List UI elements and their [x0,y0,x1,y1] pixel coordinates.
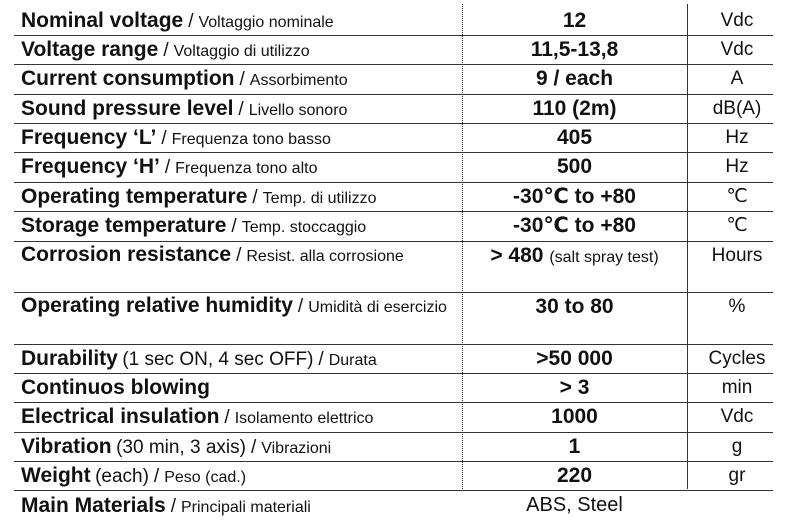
spec-unit: ℃ [726,186,748,207]
spec-value: 110 (2m) [532,97,617,120]
row-divider [14,461,773,462]
spec-unit: g [731,436,743,457]
spec-label-en: Durability [21,347,118,370]
spec-label-it: Assorbimento [249,72,348,89]
spec-label [21,375,452,402]
spec-value [462,243,687,270]
spec-value: 405 [556,126,593,149]
label-separator: / [224,407,230,428]
row-divider [14,152,773,153]
spec-label-it: Voltaggio nominale [198,14,334,31]
spec-unit: Hz [725,127,749,148]
label-separator: / [252,187,258,208]
row-divider [14,123,773,124]
row-divider [14,432,773,433]
label-separator: / [164,157,171,178]
spec-label-en: Electrical insulation [21,405,220,428]
spec-label-it: Frequenza tono alto [175,160,318,177]
spec-label [21,404,452,431]
spec-unit: Vdc [720,39,754,60]
spec-unit: Hours [711,245,763,266]
spec-value: 500 [556,155,593,178]
row-divider [14,490,773,491]
spec-label-en: Continuos blowing [21,376,210,399]
spec-label [21,8,452,35]
spec-label [21,243,452,269]
row-divider [14,182,773,183]
spec-unit: % [728,296,746,317]
spec-unit: gr [728,465,746,486]
spec-value: 11,5-13,8 [530,38,619,61]
spec-unit: Hz [725,156,749,177]
label-separator: / [238,99,244,120]
row-divider [14,292,773,293]
spec-value: > 3 [559,376,590,399]
spec-label-en: Current consumption [21,67,235,90]
spec-unit: dB(A) [712,98,762,119]
spec-value-main: > 480 [490,244,544,267]
spec-value: >50 000 [536,347,613,370]
spec-label-en: Operating temperature [21,185,248,208]
spec-label-it: Principali materiali [181,499,311,516]
spec-value: ABS, Steel [526,494,623,516]
spec-label-en: Operating relative humidity [21,294,293,317]
label-separator: / [236,245,242,266]
spec-label-en: Frequency ‘H’ [21,155,160,178]
spec-label-it: Temp. stoccaggio [241,219,367,236]
spec-value: -30℃ to +80 [513,185,636,208]
spec-label-it: Resist. alla corrosione [246,248,404,265]
spec-label-en: Main Materials [21,494,166,517]
spec-label-en: Storage temperature [21,214,227,237]
spec-label-it: Temp. di utilizzo [262,190,377,207]
row-divider [14,373,773,374]
spec-label [21,184,452,211]
spec-label-en-extra: (each) [95,466,149,487]
spec-unit: ℃ [726,215,748,236]
spec-label [21,213,452,240]
spec-value: 9 / each [535,67,614,90]
spec-label [21,493,452,520]
spec-label-en: Frequency ‘L’ [21,126,157,149]
spec-label-en: Weight [21,464,91,487]
spec-label-en: Sound pressure level [21,97,234,120]
spec-label-it: Durata [328,352,377,369]
spec-label-en: Corrosion resistance [21,243,232,266]
label-separator: / [163,40,169,61]
spec-value: 12 [562,9,587,32]
spec-value-note: (salt spray test) [549,249,659,266]
label-separator: / [231,216,237,237]
spec-unit: Cycles [708,348,766,369]
spec-label-en: Voltage range [21,38,159,61]
row-divider [14,35,773,36]
label-separator: / [239,69,245,90]
label-separator: / [161,128,167,149]
spec-unit: Vdc [720,406,754,427]
spec-value: 1000 [551,405,598,428]
spec-value: -30℃ to +80 [513,214,636,237]
spec-unit: A [730,68,744,89]
label-separator: / [250,437,257,458]
spec-label-en-extra: (30 min, 3 axis) [116,437,246,458]
spec-label-en-extra: (1 sec ON, 4 sec OFF) [122,349,314,370]
spec-unit: min [721,377,753,398]
spec-label-it: Frequenza tono basso [171,131,331,148]
spec-label [21,154,452,181]
row-divider [14,211,773,212]
spec-label [21,463,452,490]
spec-label [21,37,452,64]
spec-label-it: Livello sonoro [248,102,348,119]
spec-label-it: Isolamento elettrico [234,410,374,427]
row-divider [14,94,773,95]
spec-label [21,125,452,152]
spec-label [21,66,452,93]
spec-label-en: Vibration [21,435,112,458]
row-divider [14,64,773,65]
label-separator: / [153,466,160,487]
spec-label-it: Umidità di esercizio [308,299,447,316]
label-separator: / [170,496,176,517]
spec-label [21,96,452,123]
label-separator: / [297,296,304,317]
spec-label [21,434,452,461]
spec-unit: Vdc [720,10,754,31]
spec-value: 220 [556,464,593,487]
row-divider [14,344,773,345]
spec-value: 30 to 80 [535,295,614,318]
label-separator: / [188,11,194,32]
spec-label-it: Peso (cad.) [164,469,247,486]
spec-label [21,294,452,320]
spec-label-it: Voltaggio di utilizzo [173,43,310,60]
spec-value: 1 [568,435,581,458]
row-divider [14,241,773,242]
row-divider [14,402,773,403]
spec-label-it: Vibrazioni [261,440,332,457]
label-separator: / [318,349,324,370]
spec-label [21,346,452,373]
spec-label-en: Nominal voltage [21,9,184,32]
